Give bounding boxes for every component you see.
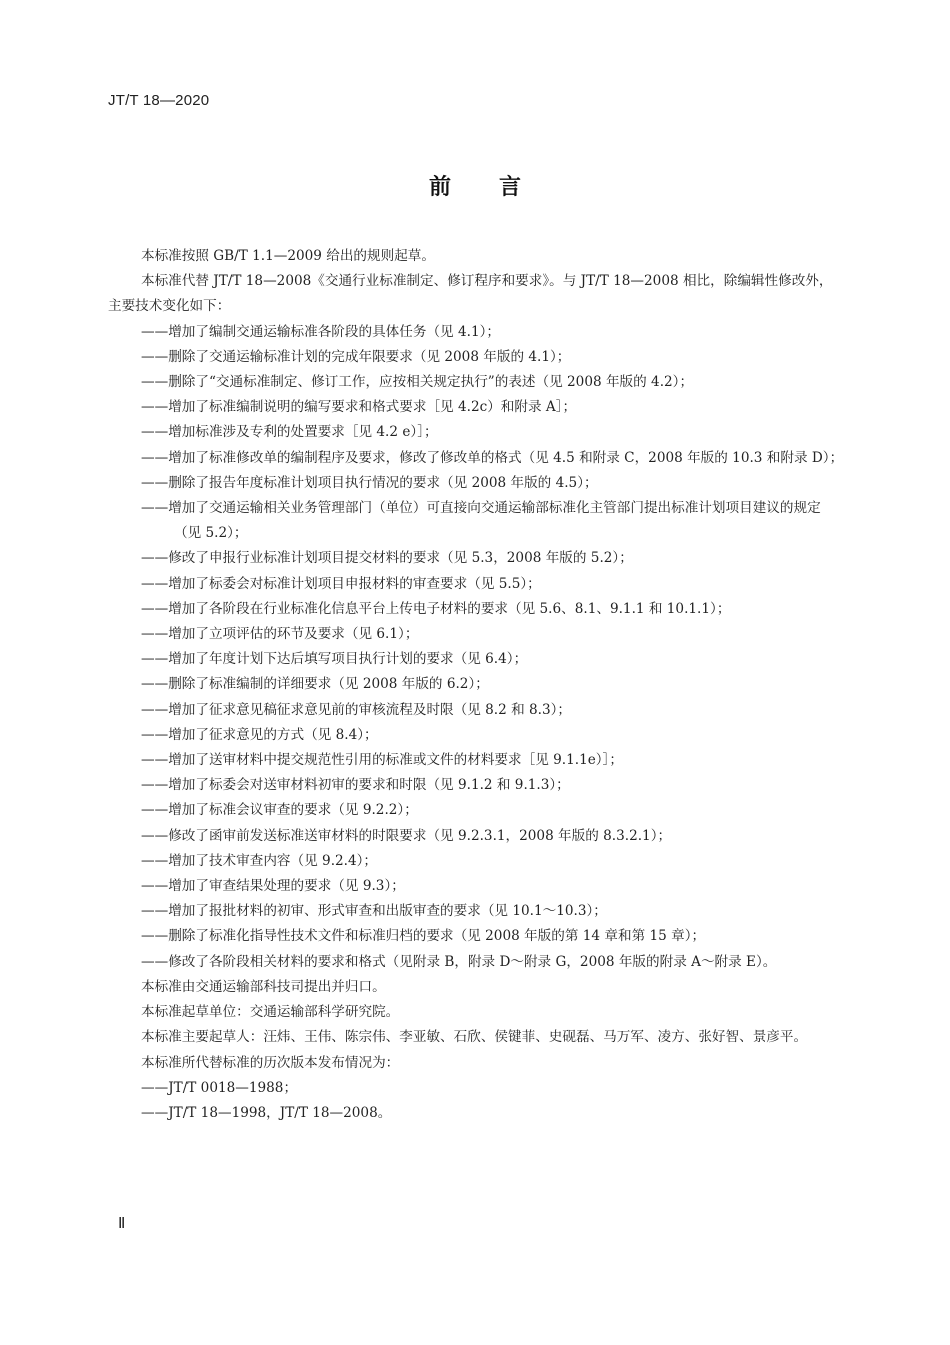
- list-item: ——修改了函审前发送标准送审材料的时限要求（见 9.2.3.1，2008 年版的 8.3.2.1）；: [141, 827, 672, 844]
- list-item: ——增加了编制交通运输标准各阶段的具体任务（见 4.1）；: [141, 323, 500, 340]
- list-item: ——增加了标委会对标准计划项目申报材料的审查要求（见 5.5）；: [141, 575, 541, 592]
- list-item: ——增加了送审材料中提交规范性引用的标准或文件的材料要求［见 9.1.1e）］；: [141, 752, 623, 769]
- history-item: ——JT/T 18—1998，JT/T 18—2008。: [141, 1104, 392, 1121]
- list-item: ——删除了标准化指导性技术文件和标准归档的要求（见 2008 年版的第 14 章和第 15 章）；: [141, 928, 706, 945]
- list-item: ——增加了技术审查内容（见 9.2.4）；: [141, 852, 378, 869]
- paragraph: 本标准按照 GB/T 1.1—2009 给出的规则起草。: [141, 248, 435, 264]
- paragraph: 本标准主要起草人：汪炜、王伟、陈宗伟、李亚敏、石欣、侯键菲、史砚磊、马万军、凌方、张好智、景彦平。: [141, 1029, 808, 1046]
- list-item: ——删除了交通运输标准计划的完成年限要求（见 2008 年版的 4.1）；: [141, 348, 571, 365]
- list-item: ——增加了标委会对送审材料初审的要求和时限（见 9.1.2 和 9.1.3）；: [141, 777, 570, 794]
- list-item: ——增加了标准编制说明的编写要求和格式要求［见 4.2c）和附录 A］；: [141, 399, 577, 416]
- list-item: ——删除了报告年度标准计划项目执行情况的要求（见 2008 年版的 4.5）；: [141, 474, 598, 491]
- list-item: ——删除了“交通标准制定、修订工作，应按相关规定执行”的表述（见 2008 年版的 4.2）；: [141, 374, 694, 391]
- foreword-body: [108, 244, 846, 1126]
- list-item: ——增加了审查结果处理的要求（见 9.3）；: [141, 878, 405, 895]
- history-item: ——JT/T 0018—1988；: [141, 1079, 298, 1096]
- list-item: ——删除了标准编制的详细要求（见 2008 年版的 6.2）；: [141, 676, 489, 693]
- list-item: ——增加标准涉及专利的处置要求［见 4.2 e）］；: [141, 424, 438, 441]
- list-item: ——修改了各阶段相关材料的要求和格式（见附录 B，附录 D～附录 G，2008 年版的附录 A～附录 E）。: [141, 953, 777, 970]
- list-item: ——增加了交通运输相关业务管理部门（单位）可直接向交通运输部标准化主管部门提出标准计划项目建议的规定（见 5.2）；: [141, 500, 821, 542]
- paragraph: 本标准代替 JT/T 18—2008《交通行业标准制定、修订程序和要求》。与 JT/T 18—2008 相比，除编辑性修改外，主要技术变化如下：: [108, 273, 833, 315]
- page-number: Ⅱ: [118, 1216, 126, 1232]
- list-item: ——增加了标准会议审查的要求（见 9.2.2）；: [141, 802, 418, 819]
- paragraph: 本标准由交通运输部科技司提出并归口。: [141, 978, 386, 995]
- paragraph: 本标准所代替标准的历次版本发布情况为：: [141, 1054, 400, 1071]
- list-item: ——增加了征求意见的方式（见 8.4）；: [141, 726, 378, 743]
- list-item: ——增加了征求意见稿征求意见前的审核流程及时限（见 8.2 和 8.3）；: [141, 701, 572, 718]
- list-item: ——修改了申报行业标准计划项目提交材料的要求（见 5.3，2008 年版的 5.2）；: [141, 550, 633, 567]
- page-title: 前言: [428, 175, 569, 200]
- list-item: ——增加了年度计划下达后填写项目执行计划的要求（见 6.4）；: [141, 651, 528, 668]
- list-item: ——增加了立项评估的环节及要求（见 6.1）；: [141, 626, 419, 643]
- list-item: ——增加了各阶段在行业标准化信息平台上传电子材料的要求（见 5.6、8.1、9.1.1 和 10.1.1）；: [141, 600, 731, 617]
- list-item: ——增加了标准修改单的编制程序及要求，修改了修改单的格式（见 4.5 和附录 C，2008 年版的 10.3 和附录 D）；: [141, 449, 844, 466]
- paragraph: 本标准起草单位：交通运输部科学研究院。: [141, 1004, 400, 1021]
- list-item: ——增加了报批材料的初审、形式审查和出版审查的要求（见 10.1～10.3）；: [141, 903, 607, 920]
- standard-code: JT/T 18—2020: [108, 92, 210, 109]
